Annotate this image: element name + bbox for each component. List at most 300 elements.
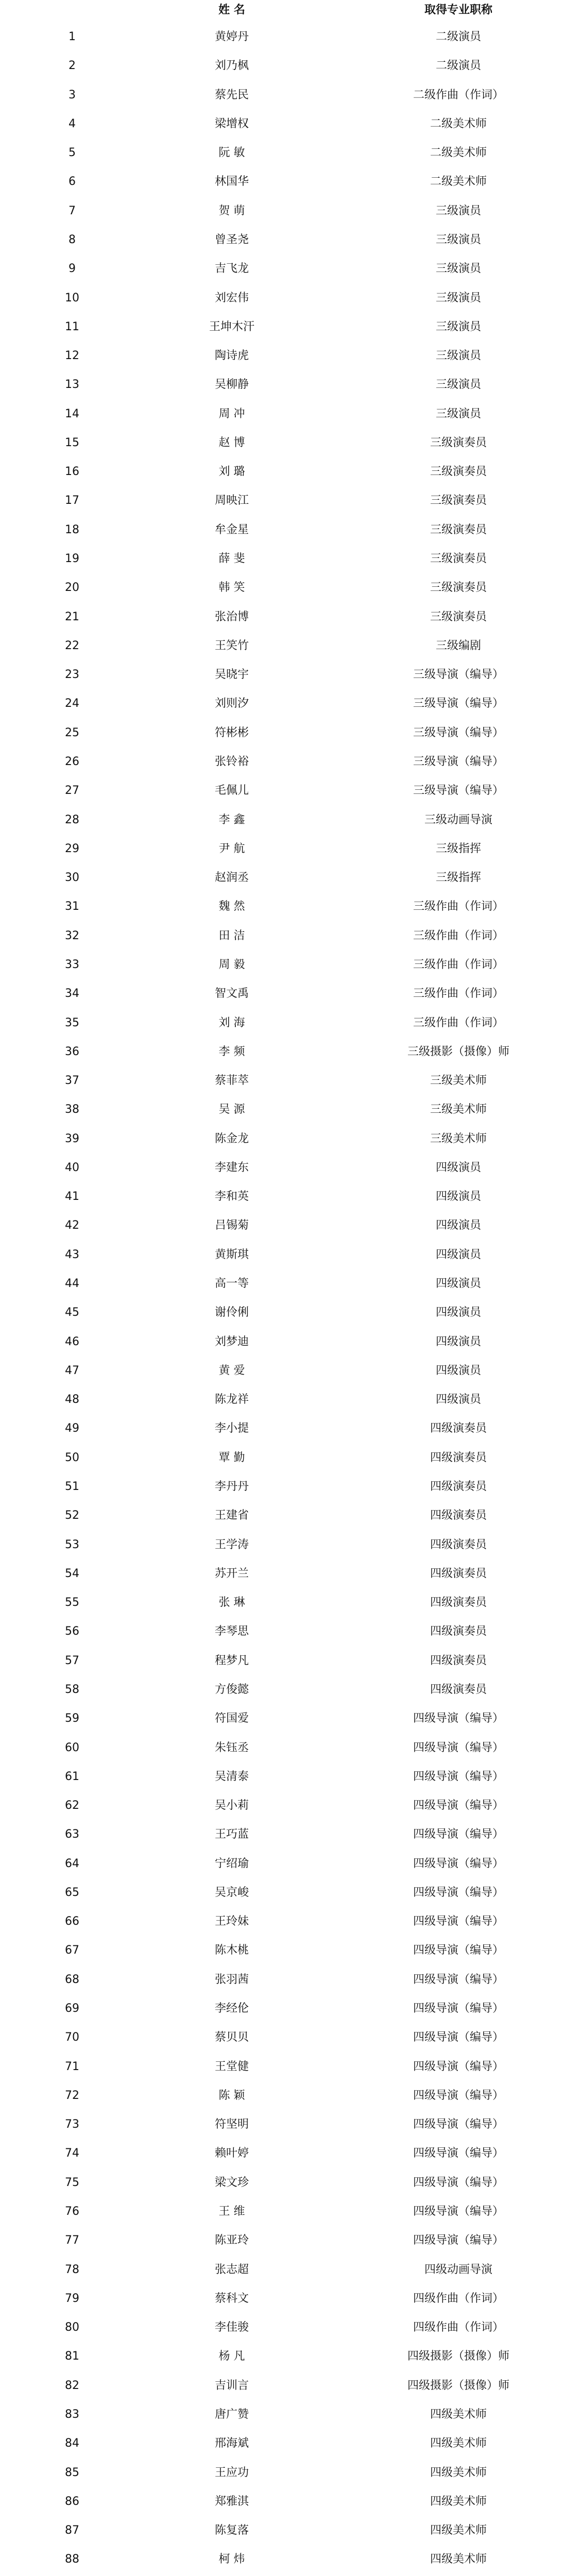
row-number: 77 — [65, 2234, 79, 2247]
table-row — [0, 1907, 581, 1936]
professional-title: 三级演员 — [435, 262, 481, 276]
row-number: 33 — [65, 958, 79, 971]
professional-title: 四级美术师 — [430, 2437, 487, 2450]
professional-title: 四级演奏员 — [430, 1654, 487, 1667]
table-row — [0, 2459, 581, 2487]
table-row — [0, 1038, 581, 1066]
table-row — [0, 52, 581, 80]
professional-title: 四级导演（编导） — [413, 1828, 504, 1841]
table-row — [0, 370, 581, 399]
row-number: 49 — [65, 1422, 79, 1435]
person-name: 程梦凡 — [214, 1654, 249, 1667]
table-row — [0, 1385, 581, 1414]
row-number: 5 — [69, 146, 76, 160]
person-name: 吴晓宇 — [214, 668, 249, 682]
professional-title: 四级导演（编导） — [413, 1741, 504, 1754]
table-row — [0, 1994, 581, 2023]
row-number: 12 — [65, 349, 79, 363]
table-row — [0, 167, 581, 196]
table-row — [0, 2284, 581, 2313]
row-number: 63 — [65, 1828, 79, 1841]
professional-title: 四级演奏员 — [430, 1596, 487, 1609]
professional-title: 四级作曲（作词） — [413, 2321, 504, 2334]
table-row — [0, 979, 581, 1008]
professional-title: 三级导演（编导） — [413, 755, 504, 768]
person-name: 刘乃枫 — [214, 59, 249, 73]
table-row — [0, 719, 581, 748]
professional-title: 三级编剧 — [435, 639, 481, 652]
row-number: 10 — [65, 291, 79, 304]
table-row — [0, 1125, 581, 1154]
table-row — [0, 2226, 581, 2255]
row-number: 83 — [65, 2408, 79, 2421]
person-name: 王堂健 — [214, 2060, 249, 2073]
row-number: 19 — [65, 552, 79, 566]
person-name: 李丹丹 — [214, 1480, 249, 1493]
professional-title: 三级演员 — [435, 378, 481, 392]
row-number: 22 — [65, 639, 79, 652]
row-number: 38 — [65, 1103, 79, 1116]
professional-title: 三级演员 — [435, 204, 481, 217]
row-number: 29 — [65, 842, 79, 855]
professional-title: 四级演员 — [435, 1190, 481, 1204]
person-name: 周 冲 — [218, 407, 245, 420]
row-number: 58 — [65, 1683, 79, 1696]
table-row — [0, 1182, 581, 1211]
professional-title: 四级演奏员 — [430, 1538, 487, 1551]
row-number: 7 — [69, 204, 76, 217]
person-name: 王学涛 — [214, 1538, 249, 1551]
row-number: 35 — [65, 1016, 79, 1029]
professional-title: 四级导演（编导） — [413, 2176, 504, 2189]
row-number: 59 — [65, 1712, 79, 1725]
row-number: 62 — [65, 1799, 79, 1812]
row-number: 20 — [65, 581, 79, 595]
professional-title: 二级作曲（作词） — [413, 88, 504, 101]
professional-title: 三级指挥 — [435, 842, 481, 855]
row-number: 45 — [65, 1306, 79, 1319]
person-name: 黄 爱 — [218, 1364, 245, 1377]
row-number: 75 — [65, 2176, 79, 2189]
professional-title: 二级美术师 — [430, 146, 487, 160]
person-name: 覃 勤 — [218, 1451, 245, 1464]
professional-title: 四级演奏员 — [430, 1451, 487, 1464]
person-name: 吴清泰 — [214, 1770, 249, 1783]
row-number: 87 — [65, 2524, 79, 2537]
row-number: 25 — [65, 726, 79, 739]
professional-title: 二级美术师 — [430, 117, 487, 130]
table-row — [0, 2256, 581, 2284]
person-name: 周 毅 — [218, 958, 245, 971]
person-name: 陈木桃 — [214, 1944, 249, 1957]
person-name: 李 频 — [218, 1045, 245, 1058]
row-number: 68 — [65, 1973, 79, 1986]
professional-title: 四级导演（编导） — [413, 2205, 504, 2218]
person-name: 梁文珍 — [214, 2176, 249, 2189]
table-row — [0, 2313, 581, 2342]
table-row — [0, 2516, 581, 2545]
person-name: 杨 凡 — [218, 2350, 245, 2363]
person-name: 张 琳 — [218, 1596, 245, 1609]
person-name: 陈龙祥 — [214, 1393, 249, 1406]
professional-title: 三级作曲（作词） — [413, 987, 504, 1001]
row-number: 85 — [65, 2466, 79, 2479]
professional-title: 三级演员 — [435, 320, 481, 333]
professional-title: 四级摄影（摄像）师 — [407, 2379, 509, 2392]
professional-title — [371, 2574, 546, 2576]
professional-title: 三级导演（编导） — [413, 668, 504, 682]
professional-title: 四级美术师 — [430, 2466, 487, 2479]
table-row — [0, 1444, 581, 1472]
table-row — [0, 2081, 581, 2110]
row-number: 61 — [65, 1770, 79, 1783]
professional-title: 四级导演（编导） — [413, 2060, 504, 2073]
professional-title: 三级演员 — [435, 291, 481, 304]
table-row — [0, 1269, 581, 1298]
table-row — [0, 486, 581, 515]
table-row — [0, 2487, 581, 2516]
row-number: 86 — [65, 2495, 79, 2508]
professional-title: 三级演奏员 — [430, 610, 487, 623]
table-row — [0, 835, 581, 863]
table-row — [0, 1211, 581, 1240]
person-name: 陶诗虎 — [214, 349, 249, 363]
table-row — [0, 2342, 581, 2371]
person-name: 黄斯琪 — [214, 1248, 249, 1261]
person-name: 陈亚玲 — [214, 2234, 249, 2247]
row-number: 44 — [65, 1277, 79, 1291]
professional-title: 三级作曲（作词） — [413, 1016, 504, 1029]
person-name: 符彬彬 — [214, 726, 249, 739]
professional-title: 四级演员 — [435, 1277, 481, 1291]
professional-title: 四级导演（编导） — [413, 1886, 504, 1899]
table-row — [0, 2400, 581, 2429]
row-number: 60 — [65, 1741, 79, 1754]
person-name: 王笑竹 — [214, 639, 249, 652]
row-number: 72 — [65, 2089, 79, 2102]
table-row — [0, 603, 581, 632]
professional-title: 三级演员 — [435, 233, 481, 246]
table-row — [0, 573, 581, 602]
row-number: 74 — [65, 2147, 79, 2160]
professional-title: 四级演员 — [435, 1306, 481, 1319]
professional-title: 三级美术师 — [430, 1132, 487, 1145]
person-name: 牟金星 — [214, 523, 249, 536]
table-row — [0, 1762, 581, 1791]
person-name: 刘 璐 — [218, 465, 245, 479]
person-name: 王玲妹 — [214, 1915, 249, 1928]
row-number: 21 — [65, 610, 79, 623]
person-name: 贺 萌 — [218, 204, 245, 217]
table-row — [0, 806, 581, 835]
professional-title: 四级导演（编导） — [413, 1770, 504, 1783]
row-number: 16 — [65, 465, 79, 479]
professional-title: 四级动画导演 — [424, 2263, 492, 2276]
professional-title: 四级演奏员 — [430, 1625, 487, 1638]
table-row — [0, 1298, 581, 1327]
person-name: 赖叶婷 — [214, 2147, 249, 2160]
row-number: 11 — [65, 320, 79, 333]
person-name: 梁增权 — [214, 117, 249, 130]
row-number: 24 — [65, 697, 79, 710]
row-number: 46 — [65, 1335, 79, 1348]
table-row — [0, 632, 581, 660]
row-number: 26 — [65, 755, 79, 768]
professional-title: 四级演奏员 — [430, 1480, 487, 1493]
table-row — [0, 1617, 581, 1646]
professional-title: 二级演员 — [435, 59, 481, 73]
person-name: 陈复落 — [214, 2524, 249, 2537]
professional-title: 四级导演（编导） — [413, 2089, 504, 2102]
person-name: 李 鑫 — [218, 813, 245, 826]
table-row — [0, 197, 581, 226]
table-row — [0, 313, 581, 342]
person-name: 蔡先民 — [214, 88, 249, 101]
professional-title: 三级作曲（作词） — [413, 958, 504, 971]
table-row — [0, 516, 581, 545]
professional-title: 四级演奏员 — [430, 1509, 487, 1522]
row-number: 47 — [65, 1364, 79, 1377]
row-number: 84 — [65, 2437, 79, 2450]
table-row — [0, 2429, 581, 2458]
row-number: 79 — [65, 2292, 79, 2305]
table-row — [0, 2371, 581, 2400]
row-number: 82 — [65, 2379, 79, 2392]
person-name: 方俊懿 — [214, 1683, 249, 1696]
table-row — [0, 2110, 581, 2139]
table-row — [0, 139, 581, 167]
row-number: 56 — [65, 1625, 79, 1638]
table-row — [0, 255, 581, 283]
professional-title: 四级演员 — [435, 1393, 481, 1406]
professional-title: 四级演奏员 — [430, 1422, 487, 1435]
table-row — [0, 863, 581, 892]
person-name: 蔡菲萃 — [214, 1074, 249, 1088]
person-name: 王 维 — [218, 2205, 245, 2218]
row-number: 14 — [65, 407, 79, 420]
table-row — [0, 1647, 581, 1675]
table-row — [0, 457, 581, 486]
row-number: 53 — [65, 1538, 79, 1551]
person-name: 吉训言 — [214, 2379, 249, 2392]
professional-title: 四级美术师 — [430, 2408, 487, 2421]
person-name: 符国爱 — [214, 1712, 249, 1725]
person-name: 吴柳静 — [214, 378, 249, 392]
row-number: 17 — [65, 494, 79, 507]
professional-title: 四级演奏员 — [430, 1567, 487, 1580]
professional-title: 四级导演（编导） — [413, 2147, 504, 2160]
person-name: 王建省 — [214, 1509, 249, 1522]
row-number: 9 — [69, 262, 76, 276]
professional-title: 三级演奏员 — [430, 552, 487, 566]
row-number: 54 — [65, 1567, 79, 1580]
professional-title: 四级演员 — [435, 1364, 481, 1377]
person-name: 尹 航 — [218, 842, 245, 855]
person-name: 刘则汐 — [214, 697, 249, 710]
professional-title: 三级演员 — [435, 407, 481, 420]
header-name: 姓 名 — [218, 4, 245, 16]
row-number: 39 — [65, 1132, 79, 1145]
row-number: 4 — [69, 117, 76, 130]
row-number: 31 — [65, 900, 79, 913]
person-name: 黄婷丹 — [214, 30, 249, 43]
professional-title: 四级导演（编导） — [413, 1915, 504, 1928]
professional-title: 四级导演（编导） — [413, 1944, 504, 1957]
row-number: 81 — [65, 2350, 79, 2363]
professional-title: 四级导演（编导） — [413, 2118, 504, 2131]
row-number: 30 — [65, 871, 79, 885]
row-number: 6 — [69, 175, 76, 189]
table-row — [0, 2574, 581, 2576]
professional-title: 三级演奏员 — [430, 523, 487, 536]
row-number: 3 — [69, 88, 76, 101]
row-number: 40 — [65, 1161, 79, 1174]
row-number: 15 — [65, 436, 79, 449]
table-row — [0, 660, 581, 689]
professional-title: 三级演奏员 — [430, 581, 487, 595]
table-row — [0, 1328, 581, 1357]
person-name: 魏 然 — [218, 900, 245, 913]
row-number: 32 — [65, 929, 79, 942]
professional-title: 三级作曲（作词） — [413, 929, 504, 942]
person-name: 李小提 — [214, 1422, 249, 1435]
table-row — [0, 2168, 581, 2197]
person-name: 吕锡菊 — [214, 1219, 249, 1232]
professional-title: 四级演员 — [435, 1161, 481, 1174]
person-name: 刘 海 — [218, 1016, 245, 1029]
table-row — [0, 748, 581, 776]
person-name: 张志超 — [214, 2263, 249, 2276]
person-name: 赵 博 — [218, 436, 245, 449]
header-number — [52, 0, 93, 21]
person-name: 朱钰丞 — [214, 1741, 249, 1754]
professional-title: 四级导演（编导） — [413, 2002, 504, 2015]
person-name: 李琴思 — [214, 1625, 249, 1638]
table-row — [0, 1850, 581, 1878]
professional-title: 三级导演（编导） — [413, 726, 504, 739]
person-name: 李和英 — [214, 1190, 249, 1204]
person-name: 曾圣尧 — [214, 233, 249, 246]
person-name: 李经伦 — [214, 2002, 249, 2015]
person-name: 唐广赞 — [214, 2408, 249, 2421]
person-name: 张羽茜 — [214, 1973, 249, 1986]
table-row — [0, 776, 581, 805]
professional-title: 三级演奏员 — [430, 494, 487, 507]
table-row — [0, 545, 581, 573]
row-number: 28 — [65, 813, 79, 826]
professional-title: 四级导演（编导） — [413, 1799, 504, 1812]
professional-title: 四级演员 — [435, 1219, 481, 1232]
person-name — [185, 2574, 278, 2576]
person-name: 邢海斌 — [214, 2437, 249, 2450]
table-row — [0, 1095, 581, 1124]
person-name: 吉飞龙 — [214, 262, 249, 276]
table-row — [0, 1241, 581, 1269]
row-number: 8 — [69, 233, 76, 246]
table-row — [0, 342, 581, 370]
row-number: 50 — [65, 1451, 79, 1464]
professional-title: 三级演员 — [435, 349, 481, 363]
professional-title: 三级导演（编导） — [413, 784, 504, 798]
row-number: 23 — [65, 668, 79, 682]
person-name: 谢伶俐 — [214, 1306, 249, 1319]
row-number: 1 — [69, 30, 76, 43]
table-row — [0, 2053, 581, 2081]
table-row — [0, 2139, 581, 2168]
table-row — [0, 2023, 581, 2052]
row-number: 2 — [69, 59, 76, 73]
person-name: 赵润丞 — [214, 871, 249, 885]
person-name: 陈 颖 — [218, 2089, 245, 2102]
row-number: 36 — [65, 1045, 79, 1058]
table-row — [0, 922, 581, 951]
table-row — [0, 1531, 581, 1560]
person-name: 苏开兰 — [214, 1567, 249, 1580]
professional-title: 三级导演（编导） — [413, 697, 504, 710]
table-row — [0, 1501, 581, 1530]
row-number: 88 — [65, 2553, 79, 2566]
row-number: 57 — [65, 1654, 79, 1667]
table-row — [0, 23, 581, 52]
table-row — [0, 1704, 581, 1733]
professional-title: 三级美术师 — [430, 1074, 487, 1088]
person-name: 李佳骏 — [214, 2321, 249, 2334]
person-name: 李建东 — [214, 1161, 249, 1174]
table-row — [0, 1588, 581, 1617]
table-row — [0, 1009, 581, 1038]
professional-title: 四级导演（编导） — [413, 2031, 504, 2044]
professional-title: 四级演员 — [435, 1248, 481, 1261]
person-name: 吴 源 — [218, 1103, 245, 1116]
professional-title: 四级作曲（作词） — [413, 2292, 504, 2305]
person-name: 刘梦迪 — [214, 1335, 249, 1348]
professional-title: 四级美术师 — [430, 2553, 487, 2566]
person-name: 周映江 — [214, 494, 249, 507]
person-name: 张治博 — [214, 610, 249, 623]
table-row — [0, 1154, 581, 1182]
row-number: 43 — [65, 1248, 79, 1261]
table-row — [0, 951, 581, 979]
row-number: 55 — [65, 1596, 79, 1609]
row-number: 67 — [65, 1944, 79, 1957]
row-number: 41 — [65, 1190, 79, 1204]
professional-title: 三级作曲（作词） — [413, 900, 504, 913]
table-row — [0, 892, 581, 921]
person-name: 王坤木汗 — [209, 320, 254, 333]
professional-title: 四级导演（编导） — [413, 2234, 504, 2247]
person-name: 吴小莉 — [214, 1799, 249, 1812]
person-name: 毛佩儿 — [214, 784, 249, 798]
row-number: 70 — [65, 2031, 79, 2044]
row-number: 52 — [65, 1509, 79, 1522]
row-number: 69 — [65, 2002, 79, 2015]
table-row — [0, 1965, 581, 1994]
table-row — [0, 400, 581, 429]
table-row — [0, 1357, 581, 1385]
table-row — [0, 1936, 581, 1965]
row-number: 71 — [65, 2060, 79, 2073]
table-row — [0, 1878, 581, 1907]
table-row — [0, 689, 581, 718]
row-number: 37 — [65, 1074, 79, 1088]
table-row — [0, 110, 581, 139]
row-number: 65 — [65, 1886, 79, 1899]
table-row — [0, 1414, 581, 1443]
professional-title: 三级演奏员 — [430, 465, 487, 479]
row-number: 64 — [65, 1857, 79, 1870]
professional-title: 四级美术师 — [430, 2495, 487, 2508]
table-row — [0, 284, 581, 313]
